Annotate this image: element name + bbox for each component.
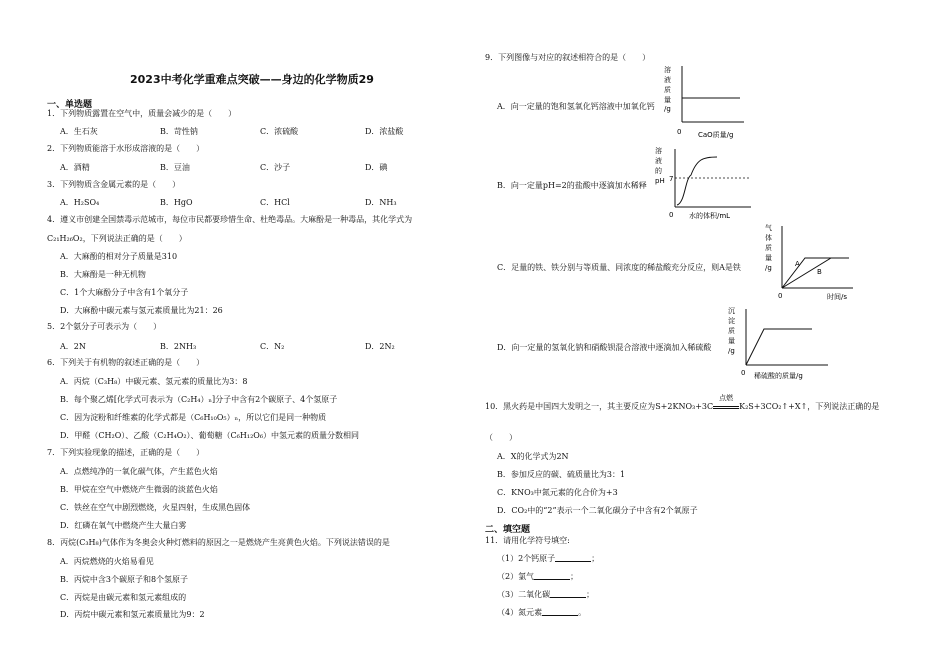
q10-eq-right: K₂S+3CO₂↑+X↑: [739, 402, 808, 411]
q11-blank-2[interactable]: [534, 571, 570, 580]
chart-c-origin: 0: [778, 292, 783, 300]
q11-item-2-label: （2）氯气: [497, 572, 535, 581]
q1-option-d[interactable]: D．浓盐酸: [365, 127, 404, 136]
q9-chart-c: [765, 222, 855, 302]
chart-a-ylabel: [664, 65, 671, 113]
chart-c-line-b: [782, 258, 849, 288]
chart-b-tick-7: 7: [669, 175, 674, 183]
q4-stem-line1: 4．遵义市创建全国禁毒示范城市，每位市民都要珍惜生命、杜绝毒品。大麻酚是一种毒品，其化学式为: [47, 215, 413, 224]
q8-stem: 8．丙烷(C₃H₈)气体作为冬奥会火种灯燃料的原因之一是燃烧产生亮黄色火焰。下列说法错误的是: [47, 538, 390, 547]
q11-item-3-label: （3）二氧化碳: [497, 590, 551, 599]
q5-option-c[interactable]: C．N₂: [260, 342, 285, 351]
q4-option-b[interactable]: B．大麻酚是一种无机物: [60, 270, 146, 279]
chart-c-ylabel-2: 体: [765, 234, 772, 242]
q2-stem: 2．下列物质能溶于水形成溶液的是（ ）: [47, 144, 205, 153]
chart-d-line: [746, 329, 812, 365]
q8-option-c[interactable]: C．丙烷是由碳元素和氢元素组成的: [60, 593, 187, 602]
q10-eq-arrow: [713, 394, 739, 409]
q5-option-a[interactable]: A．2N: [60, 342, 86, 351]
chart-a-origin: 0: [677, 128, 682, 136]
q5-option-d[interactable]: D．2N₂: [365, 342, 395, 351]
chart-b-ylabel-1: 溶: [655, 147, 662, 155]
q9-option-c[interactable]: C．足量的铁、铁分别与等质量、同浓度的稀盐酸充分反应，则A是铁: [497, 263, 741, 272]
q10-paren: （ ）: [485, 433, 517, 442]
chart-d-ylabel-2: 淀: [728, 317, 735, 325]
chart-a-xlabel: CaO质量/g: [698, 131, 734, 139]
q3-stem: 3．下列物质含金属元素的是（ ）: [47, 180, 181, 189]
chart-c-ylabel-1: 气: [765, 224, 772, 232]
q9-option-a[interactable]: A．向一定量的饱和氢氧化钙溶液中加氧化钙: [497, 102, 655, 111]
q11-item-4-label: （4）氮元素: [497, 608, 543, 617]
chart-a-ylabel-1: 溶: [664, 66, 671, 74]
q11-item-1-label: （1）2个钙原子: [497, 554, 556, 563]
q11-item-2: [497, 571, 578, 582]
chart-b-curve: [677, 157, 717, 205]
q11-item-3: [497, 589, 594, 600]
chart-d-ylabel-1: 沉: [728, 307, 735, 315]
q6-option-a[interactable]: A．丙烷（C₃H₈）中碳元素、氢元素的质量比为3：8: [60, 377, 248, 386]
q2-option-a[interactable]: A．酒精: [60, 163, 90, 172]
section-fill-blank: 二、填空题: [485, 525, 531, 535]
q10-stem-line: [485, 394, 880, 412]
chart-b-origin: 0: [669, 211, 674, 219]
q5-option-b[interactable]: B．2NH₃: [160, 342, 197, 351]
chart-a-ylabel-4: 量: [664, 96, 671, 104]
q10-stem-post: ，下列说法正确的是: [807, 402, 880, 411]
q2-option-b[interactable]: B．豆油: [160, 163, 190, 172]
chart-c-xlabel: 时间/s: [827, 293, 848, 301]
q1-stem: 1．下列物质露置在空气中，质量会减少的是（ ）: [47, 109, 237, 118]
q3-option-b[interactable]: B．HgO: [160, 198, 193, 207]
chart-c-ylabel-3: 质: [765, 244, 772, 252]
q10-option-b[interactable]: B．参加反应的碳、硫质量比为3：1: [497, 470, 626, 479]
q6-stem: 6．下列关于有机物的叙述正确的是（ ）: [47, 358, 205, 367]
q11-item-4: [497, 607, 586, 618]
chart-c-label-b: B: [817, 268, 822, 276]
chart-c-line-a: [782, 258, 849, 288]
q11-item-2-end: ；: [570, 572, 579, 581]
q7-option-a[interactable]: A．点燃纯净的一氧化碳气体，产生蓝色火焰: [60, 467, 218, 476]
q4-option-c[interactable]: C．1个大麻酚分子中含有1个氧分子: [60, 288, 189, 297]
q4-option-d[interactable]: D．大麻酚中碳元素与氢元素质量比为21：26: [60, 306, 223, 315]
q9-stem: 9．下列图像与对应的叙述相符合的是（ ）: [485, 53, 651, 62]
q10-option-d[interactable]: D．CO₂中的“2”表示一个二氧化碳分子中含有2个氧原子: [497, 506, 698, 515]
q10-eq-condition: 点燃: [719, 394, 734, 402]
q3-option-d[interactable]: D．NH₃: [365, 198, 397, 207]
q11-item-1-end: ；: [591, 554, 600, 563]
chart-c-ylabel-4: 量: [765, 254, 772, 262]
chart-c-ylabel-5: /g: [765, 264, 772, 272]
chart-c-label-a: A: [795, 260, 800, 268]
q2-option-d[interactable]: D．碘: [365, 163, 388, 172]
q8-option-a[interactable]: A．丙烷燃烧的火焰易看见: [60, 557, 154, 566]
q1-option-b[interactable]: B．苛性钠: [160, 127, 198, 136]
q10-option-a[interactable]: A．X的化学式为2N: [497, 452, 569, 461]
q9-option-b[interactable]: B．向一定量pH=2的盐酸中逐滴加水稀释: [497, 181, 647, 190]
chart-d-ylabel-3: 质: [728, 327, 735, 335]
q11-blank-3[interactable]: [550, 589, 586, 598]
chart-b-ylabel-3: 的: [655, 167, 662, 175]
q1-option-a[interactable]: A．生石灰: [60, 127, 98, 136]
q7-option-b[interactable]: B．甲烷在空气中燃烧产生微弱的淡蓝色火焰: [60, 485, 218, 494]
q7-stem: 7．下列实验现象的描述，正确的是（ ）: [47, 448, 205, 457]
chart-d-origin: 0: [741, 369, 746, 377]
q7-option-c[interactable]: C．铁丝在空气中剧烈燃烧，火星四射，生成黑色固体: [60, 503, 251, 512]
q3-option-a[interactable]: A．H₂SO₄: [60, 198, 100, 207]
chart-d-xlabel: 稀硫酸的质量/g: [754, 372, 803, 380]
q10-stem-pre: 10．黑火药是中国四大发明之一，其主要反应为: [485, 402, 656, 411]
q9-chart-b: [655, 145, 755, 223]
q10-option-c[interactable]: C．KNO₃中氮元素的化合价为+3: [497, 488, 618, 497]
q11-item-4-end: 。: [578, 608, 587, 617]
q2-option-c[interactable]: C．沙子: [260, 163, 291, 172]
q6-option-b[interactable]: B．每个聚乙烯[化学式可表示为（C₂H₄）ₙ]分子中含有2个碳原子、4个氢原子: [60, 395, 338, 404]
q4-stem-line2: C₂₁H₂₆O₂，下列说法正确的是（ ）: [47, 234, 187, 243]
q6-option-c[interactable]: C．因为淀粉和纤维素的化学式都是（C₆H₁₀O₅）ₙ，所以它们是同一种物质: [60, 413, 327, 422]
q11-stem: 11．请用化学符号填空:: [485, 536, 570, 545]
page-title: 2023中考化学重难点突破——身边的化学物质29: [130, 73, 374, 86]
q3-option-c[interactable]: C．HCl: [260, 198, 290, 207]
q10-eq-left: S+2KNO₃+3C: [655, 402, 714, 411]
q1-option-c[interactable]: C．浓硫酸: [260, 127, 299, 136]
q4-option-a[interactable]: A．大麻酚的相对分子质量是310: [60, 252, 178, 261]
q9-chart-d: [728, 305, 838, 383]
section-single-choice: 一、单选题: [47, 100, 93, 110]
q9-option-d[interactable]: D．向一定量的氢氧化钠和硝酸钡混合溶液中逐滴加入稀硫酸: [497, 343, 712, 352]
chart-d-ylabel-5: /g: [728, 347, 735, 355]
q8-option-d[interactable]: D．丙烷中碳元素和氢元素质量比为9：2: [60, 610, 205, 619]
chart-a-ylabel-2: 液: [664, 76, 671, 84]
chart-b-ylabel-2: 液: [655, 157, 662, 165]
chart-b-xlabel: 水的体积/mL: [689, 212, 731, 220]
chart-a-ylabel-3: 质: [664, 86, 671, 94]
q5-stem: 5．2个氨分子可表示为（ ）: [47, 322, 162, 331]
chart-a-ylabel-5: /g: [664, 105, 671, 113]
q8-option-b[interactable]: B．丙烷中含3个碳原子和8个氢原子: [60, 575, 189, 584]
q7-option-d[interactable]: D．红磷在氧气中燃烧产生大量白雾: [60, 521, 187, 530]
chart-d-ylabel-4: 量: [728, 337, 735, 345]
q11-item-1: [497, 553, 599, 564]
q6-option-d[interactable]: D．甲醛（CH₂O）、乙酸（C₂H₄O₂）、葡萄糖（C₆H₁₂O₆）中氢元素的质量分数相同: [60, 431, 360, 440]
chart-b-ylabel-4: pH: [655, 177, 665, 185]
q9-chart-a: [660, 62, 750, 142]
q11-blank-1[interactable]: [555, 553, 591, 562]
q11-item-3-end: ；: [586, 590, 595, 599]
q11-blank-4[interactable]: [542, 607, 578, 616]
